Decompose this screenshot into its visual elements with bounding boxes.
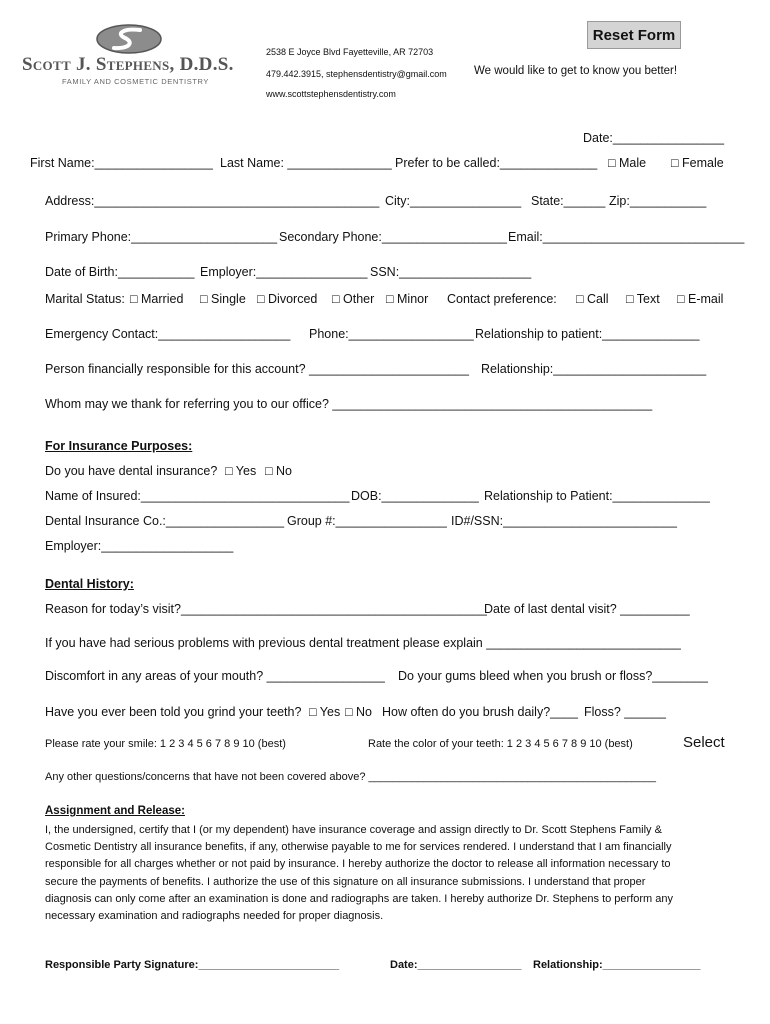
visit-reason-field[interactable]: Reason for today’s visit?____________________________________________ — [45, 602, 487, 616]
id-ssn-field[interactable]: ID#/SSN:_________________________ — [451, 514, 677, 528]
male-checkbox[interactable]: □ Male — [608, 156, 647, 170]
emergency-phone-field[interactable]: Phone:__________________ — [309, 327, 474, 341]
insurance-yes-checkbox[interactable]: □ Yes — [225, 464, 257, 478]
assignment-text — [45, 822, 735, 925]
call-checkbox[interactable]: □ Call — [576, 292, 609, 306]
date-of-birth-field[interactable]: Date of Birth:___________ — [45, 265, 195, 279]
text-checkbox[interactable]: □ Text — [626, 292, 660, 306]
assignment-line: secure the payments of benefits. I authorize the use of this signature on all insurance submissions. I understand that proper — [45, 875, 646, 888]
insurance-heading: For Insurance Purposes: — [45, 439, 193, 453]
signature-relationship-field[interactable]: Relationship:________________ — [533, 959, 701, 971]
primary-phone-field[interactable]: Primary Phone:_____________________ — [45, 230, 278, 244]
other-checkbox[interactable]: □ Other — [332, 292, 375, 306]
insured-dob-field[interactable]: DOB:______________ — [351, 489, 479, 503]
insurance-no-checkbox[interactable]: □ No — [265, 464, 293, 478]
financial-relationship-field[interactable]: Relationship:______________________ — [481, 362, 707, 376]
discomfort-field[interactable]: Discomfort in any areas of your mouth? _________________ — [45, 669, 385, 683]
teeth-color-rating[interactable]: Rate the color of your teeth: 1 2 3 4 5 6 7 8 9 10 (best) — [368, 738, 633, 750]
logo-tagline: FAMILY AND COSMETIC DENTISTRY — [62, 77, 210, 86]
practice-logo — [22, 22, 257, 90]
financially-responsible-field[interactable]: Person financially responsible for this account? _______________________ — [45, 362, 469, 376]
zip-field[interactable]: Zip:___________ — [609, 194, 707, 208]
emergency-contact-field[interactable]: Emergency Contact:___________________ — [45, 327, 291, 341]
assignment-line: responsible for all charges whether or not paid by insurance. I hereby authorize the doctor to release all information necessary to — [45, 858, 671, 871]
insured-relationship-field[interactable]: Relationship to Patient:______________ — [484, 489, 710, 503]
state-field[interactable]: State:______ — [531, 194, 606, 208]
female-checkbox[interactable]: □ Female — [671, 156, 724, 170]
reset-form-button[interactable]: Reset Form — [587, 21, 681, 49]
other-questions-field[interactable]: Any other questions/concerns that have not been covered above? _______________________________________________ — [45, 771, 657, 783]
address-field[interactable]: Address:_________________________________________ — [45, 194, 380, 208]
gums-bleed-field[interactable]: Do your gums bleed when you brush or floss?________ — [398, 669, 708, 683]
secondary-phone-field[interactable]: Secondary Phone:__________________ — [279, 230, 507, 244]
dental-history-heading: Dental History: — [45, 577, 134, 591]
grind-question: Have you ever been told you grind your teeth? — [45, 705, 302, 719]
assignment-line: diagnosis can only come after an examination is done and radiographs are taken. I hereby authorize Dr. Stephens to perform any — [45, 892, 673, 905]
grind-yes-checkbox[interactable]: □ Yes — [309, 705, 341, 719]
practice-address: 2538 E Joyce Blvd Fayetteville, AR 72703 — [266, 47, 434, 57]
assignment-line: Cosmetic Dentistry all insurance benefits, if any, otherwise payable to me for services rendered. I understand that I am financially — [45, 841, 672, 854]
ssn-field[interactable]: SSN:___________________ — [370, 265, 532, 279]
insurance-company-field[interactable]: Dental Insurance Co.:_________________ — [45, 514, 285, 528]
date-field[interactable]: Date:________________ — [583, 131, 725, 145]
employer-field[interactable]: Employer:________________ — [200, 265, 368, 279]
last-visit-field[interactable]: Date of last dental visit? __________ — [484, 602, 690, 616]
practice-website: www.scottstephensdentistry.com — [266, 89, 396, 99]
brush-frequency-field[interactable]: How often do you brush daily?____ — [382, 705, 578, 719]
marital-status-label: Marital Status: — [45, 292, 125, 306]
floss-field[interactable]: Floss? ______ — [584, 705, 667, 719]
city-field[interactable]: City:________________ — [385, 194, 522, 208]
group-number-field[interactable]: Group #:________________ — [287, 514, 447, 528]
logo-name: Scott J. Stephens, D.D.S. — [22, 54, 234, 75]
problems-field[interactable]: If you have had serious problems with previous dental treatment please explain ____________________________ — [45, 636, 681, 650]
name-of-insured-field[interactable]: Name of Insured:______________________________ — [45, 489, 350, 503]
signature-field[interactable]: Responsible Party Signature:_______________________ — [45, 959, 340, 971]
preferred-name-field[interactable]: Prefer to be called:______________ — [395, 156, 598, 170]
married-checkbox[interactable]: □ Married — [130, 292, 184, 306]
assignment-heading: Assignment and Release: — [45, 805, 185, 817]
signature-date-field[interactable]: Date:_________________ — [390, 959, 522, 971]
smile-rating[interactable]: Please rate your smile: 1 2 3 4 5 6 7 8 9 10 (best) — [45, 738, 286, 750]
divorced-checkbox[interactable]: □ Divorced — [257, 292, 318, 306]
insurance-question: Do you have dental insurance? — [45, 464, 218, 478]
single-checkbox[interactable]: □ Single — [200, 292, 246, 306]
email-field[interactable]: Email:_____________________________ — [508, 230, 745, 244]
assignment-line: I, the undersigned, certify that I (or my dependent) have insurance coverage and assign directly to Dr. Scott Stephens Family & — [45, 824, 662, 836]
minor-checkbox[interactable]: □ Minor — [386, 292, 429, 306]
referral-field[interactable]: Whom may we thank for referring you to our office? ______________________________________________ — [45, 397, 653, 411]
insurance-employer-field[interactable]: Employer:___________________ — [45, 539, 234, 553]
grind-no-checkbox[interactable]: □ No — [345, 705, 373, 719]
practice-contact: 479.442.3915, stephensdentistry@gmail.com — [266, 69, 447, 79]
last-name-field[interactable]: Last Name: _______________ — [220, 156, 392, 170]
contact-preference-label: Contact preference: — [447, 292, 557, 306]
relationship-to-patient-field[interactable]: Relationship to patient:______________ — [475, 327, 700, 341]
rating-select-dropdown[interactable]: Select — [683, 734, 725, 751]
assignment-line: necessary examination and radiographs needed for proper diagnosis. — [45, 910, 384, 923]
welcome-text: We would like to get to know you better! — [474, 65, 678, 77]
first-name-field[interactable]: First Name:_________________ — [30, 156, 213, 170]
email-checkbox[interactable]: □ E-mail — [677, 292, 724, 306]
